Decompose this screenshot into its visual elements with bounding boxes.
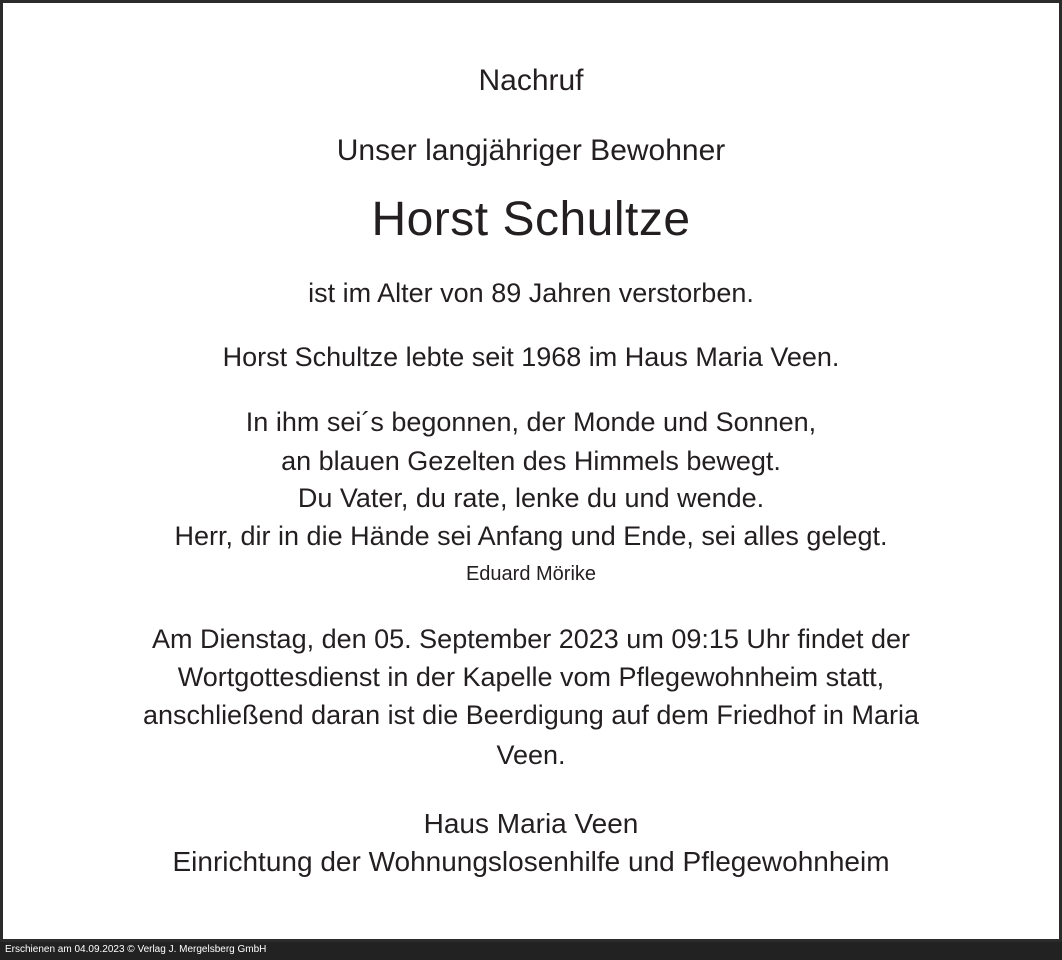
poem-line: an blauen Gezelten des Himmels bewegt. bbox=[281, 446, 781, 476]
residence-line: Horst Schultze lebte seit 1968 im Haus Maria Veen. bbox=[222, 342, 840, 372]
service-line: Veen. bbox=[496, 740, 566, 770]
poem-line: Herr, dir in die Hände sei Anfang und Ende, sei alles gelegt. bbox=[174, 521, 888, 551]
service-line: Wortgottesdienst in der Kapelle vom Pflegewohnheim statt, bbox=[177, 662, 885, 692]
age-line: ist im Alter von 89 Jahren verstorben. bbox=[308, 278, 754, 308]
poem-line: Du Vater, du rate, lenke du und wende. bbox=[297, 483, 765, 513]
poem-line: In ihm sei´s begonnen, der Monde und Sonnen, bbox=[245, 407, 817, 437]
notice-intro: Unser langjähriger Bewohner bbox=[336, 134, 726, 167]
publication-credit: Erschienen am 04.09.2023 © Verlag J. Mergelsberg GmbH bbox=[5, 944, 267, 955]
signature-institution: Haus Maria Veen bbox=[423, 808, 639, 839]
notice-heading: Nachruf bbox=[478, 64, 584, 97]
service-line: anschließend daran ist die Beerdigung auf dem Friedhof in Maria bbox=[143, 700, 919, 730]
footer-bar bbox=[0, 942, 1062, 960]
poem-author: Eduard Mörike bbox=[465, 563, 597, 585]
deceased-name: Horst Schultze bbox=[371, 193, 691, 246]
service-line: Am Dienstag, den 05. September 2023 um 09:15 Uhr findet der bbox=[152, 624, 910, 654]
signature-description: Einrichtung der Wohnungslosenhilfe und Pflegewohnheim bbox=[172, 846, 890, 877]
